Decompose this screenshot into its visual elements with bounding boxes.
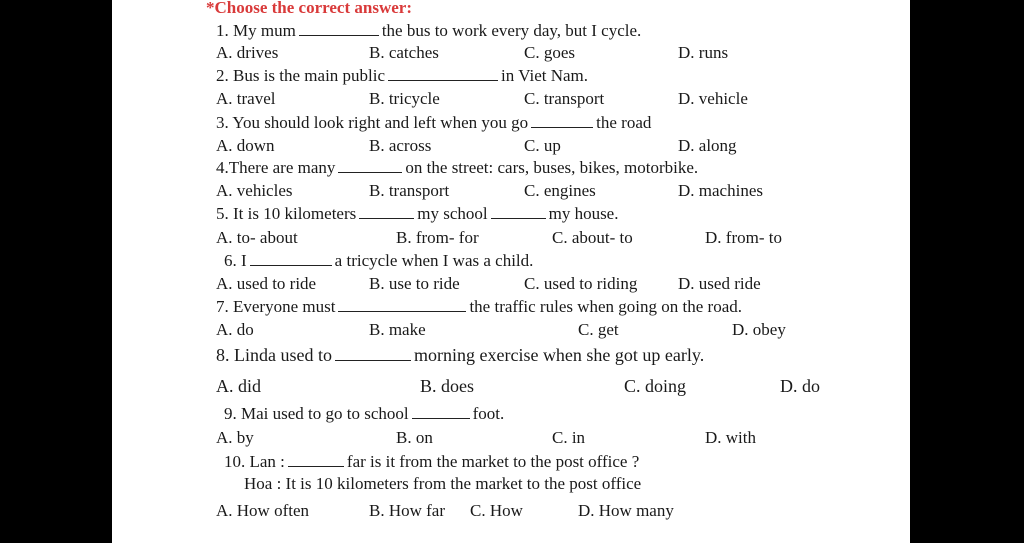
q9-option-b[interactable]: B. on <box>396 428 433 447</box>
q9-text-b: foot. <box>472 404 505 423</box>
q7-option-b[interactable]: B. make <box>369 320 426 339</box>
q2-option-c[interactable]: C. transport <box>524 89 605 108</box>
question-1-stem <box>216 21 641 41</box>
q6-text-a: 6. I <box>224 251 247 270</box>
q2-option-b[interactable]: B. tricycle <box>369 89 440 108</box>
q8-blank <box>335 346 411 361</box>
q7-option-d[interactable]: D. obey <box>732 320 786 339</box>
q3-option-d[interactable]: D. along <box>678 136 737 155</box>
question-6-stem <box>224 251 533 271</box>
q9-text-a: 9. Mai used to go to school <box>224 404 409 423</box>
q6-text-b: a tricycle when I was a child. <box>334 251 534 270</box>
q2-text-a: 2. Bus is the main public <box>216 66 386 85</box>
q4-text-b: on the street: cars, buses, bikes, motorbike. <box>405 158 699 177</box>
q5-option-a[interactable]: A. to- about <box>216 228 298 247</box>
q5-option-c[interactable]: C. about- to <box>552 228 633 247</box>
q6-option-d[interactable]: D. used ride <box>678 274 761 293</box>
question-3-stem <box>216 113 651 133</box>
q3-option-c[interactable]: C. up <box>524 136 561 155</box>
q10-text-b: far is it from the market to the post office ? <box>346 452 640 471</box>
q10-option-b[interactable]: B. How far <box>369 501 446 520</box>
q4-option-c[interactable]: C. engines <box>524 181 596 200</box>
q2-text-b: in Viet Nam. <box>501 66 589 85</box>
q9-option-a[interactable]: A. by <box>216 428 254 447</box>
q6-option-c[interactable]: C. used to riding <box>524 274 638 293</box>
question-10-dialogue-line: Hoa : It is 10 kilometers from the market to the post office <box>244 474 642 493</box>
q8-option-d[interactable]: D. do <box>780 376 820 396</box>
question-10-stem <box>224 452 639 472</box>
q8-text-a: 8. Linda used to <box>216 345 332 365</box>
q8-option-b[interactable]: B. does <box>420 376 474 396</box>
question-2-stem <box>216 66 588 86</box>
q5-blank-2 <box>491 204 546 219</box>
q4-blank <box>338 158 402 173</box>
q5-blank-1 <box>359 204 414 219</box>
q3-option-a[interactable]: A. down <box>216 136 275 155</box>
q3-text-a: 3. You should look right and left when you go <box>216 113 529 132</box>
worksheet-title: *Choose the correct answer: <box>206 0 412 17</box>
q7-option-c[interactable]: C. get <box>578 320 619 339</box>
question-7-stem <box>216 297 742 317</box>
q3-blank <box>531 113 593 128</box>
q6-option-b[interactable]: B. use to ride <box>369 274 460 293</box>
q3-text-b: the road <box>596 113 652 132</box>
q10-text-a: 10. Lan : <box>224 452 285 471</box>
q8-option-a[interactable]: A. did <box>216 376 261 396</box>
q9-option-c[interactable]: C. in <box>552 428 586 447</box>
q5-text-a: 5. It is 10 kilometers <box>216 204 357 223</box>
q7-text-b: the traffic rules when going on the road. <box>469 297 743 316</box>
q10-blank <box>288 452 344 467</box>
q4-option-b[interactable]: B. transport <box>369 181 450 200</box>
q8-option-c[interactable]: C. doing <box>624 376 687 396</box>
q1-text-a: 1. My mum <box>216 21 296 40</box>
q10-option-a[interactable]: A. How often <box>216 501 310 520</box>
q2-option-a[interactable]: A. travel <box>216 89 276 108</box>
q2-option-d[interactable]: D. vehicle <box>678 89 748 108</box>
q1-option-c[interactable]: C. goes <box>524 43 575 62</box>
worksheet-page <box>112 0 910 543</box>
q5-option-b[interactable]: B. from- for <box>396 228 479 247</box>
q6-option-a[interactable]: A. used to ride <box>216 274 317 293</box>
q5-text-c: my house. <box>548 204 619 223</box>
q1-blank <box>299 21 379 36</box>
q4-option-a[interactable]: A. vehicles <box>216 181 293 200</box>
q7-option-a[interactable]: A. do <box>216 320 254 339</box>
q6-blank <box>250 251 332 266</box>
q4-option-d[interactable]: D. machines <box>678 181 763 200</box>
q1-text-b: the bus to work every day, but I cycle. <box>381 21 642 40</box>
q9-option-d[interactable]: D. with <box>705 428 756 447</box>
q10-option-c[interactable]: C. How <box>470 501 523 520</box>
q2-blank <box>388 66 498 81</box>
question-5-stem <box>216 204 618 224</box>
q8-text-b: morning exercise when she got up early. <box>413 345 705 365</box>
q4-text-a: 4.There are many <box>216 158 336 177</box>
q1-option-b[interactable]: B. catches <box>369 43 439 62</box>
q7-blank <box>338 297 466 312</box>
q5-text-b: my school <box>417 204 488 223</box>
q3-option-b[interactable]: B. across <box>369 136 432 155</box>
question-8-stem <box>216 345 704 365</box>
question-4-stem <box>216 158 698 178</box>
q1-option-a[interactable]: A. drives <box>216 43 279 62</box>
q7-text-a: 7. Everyone must <box>216 297 336 316</box>
q5-option-d[interactable]: D. from- to <box>705 228 782 247</box>
q10-option-d[interactable]: D. How many <box>578 501 674 520</box>
q9-blank <box>412 404 470 419</box>
q1-option-d[interactable]: D. runs <box>678 43 729 62</box>
question-9-stem <box>224 404 504 424</box>
